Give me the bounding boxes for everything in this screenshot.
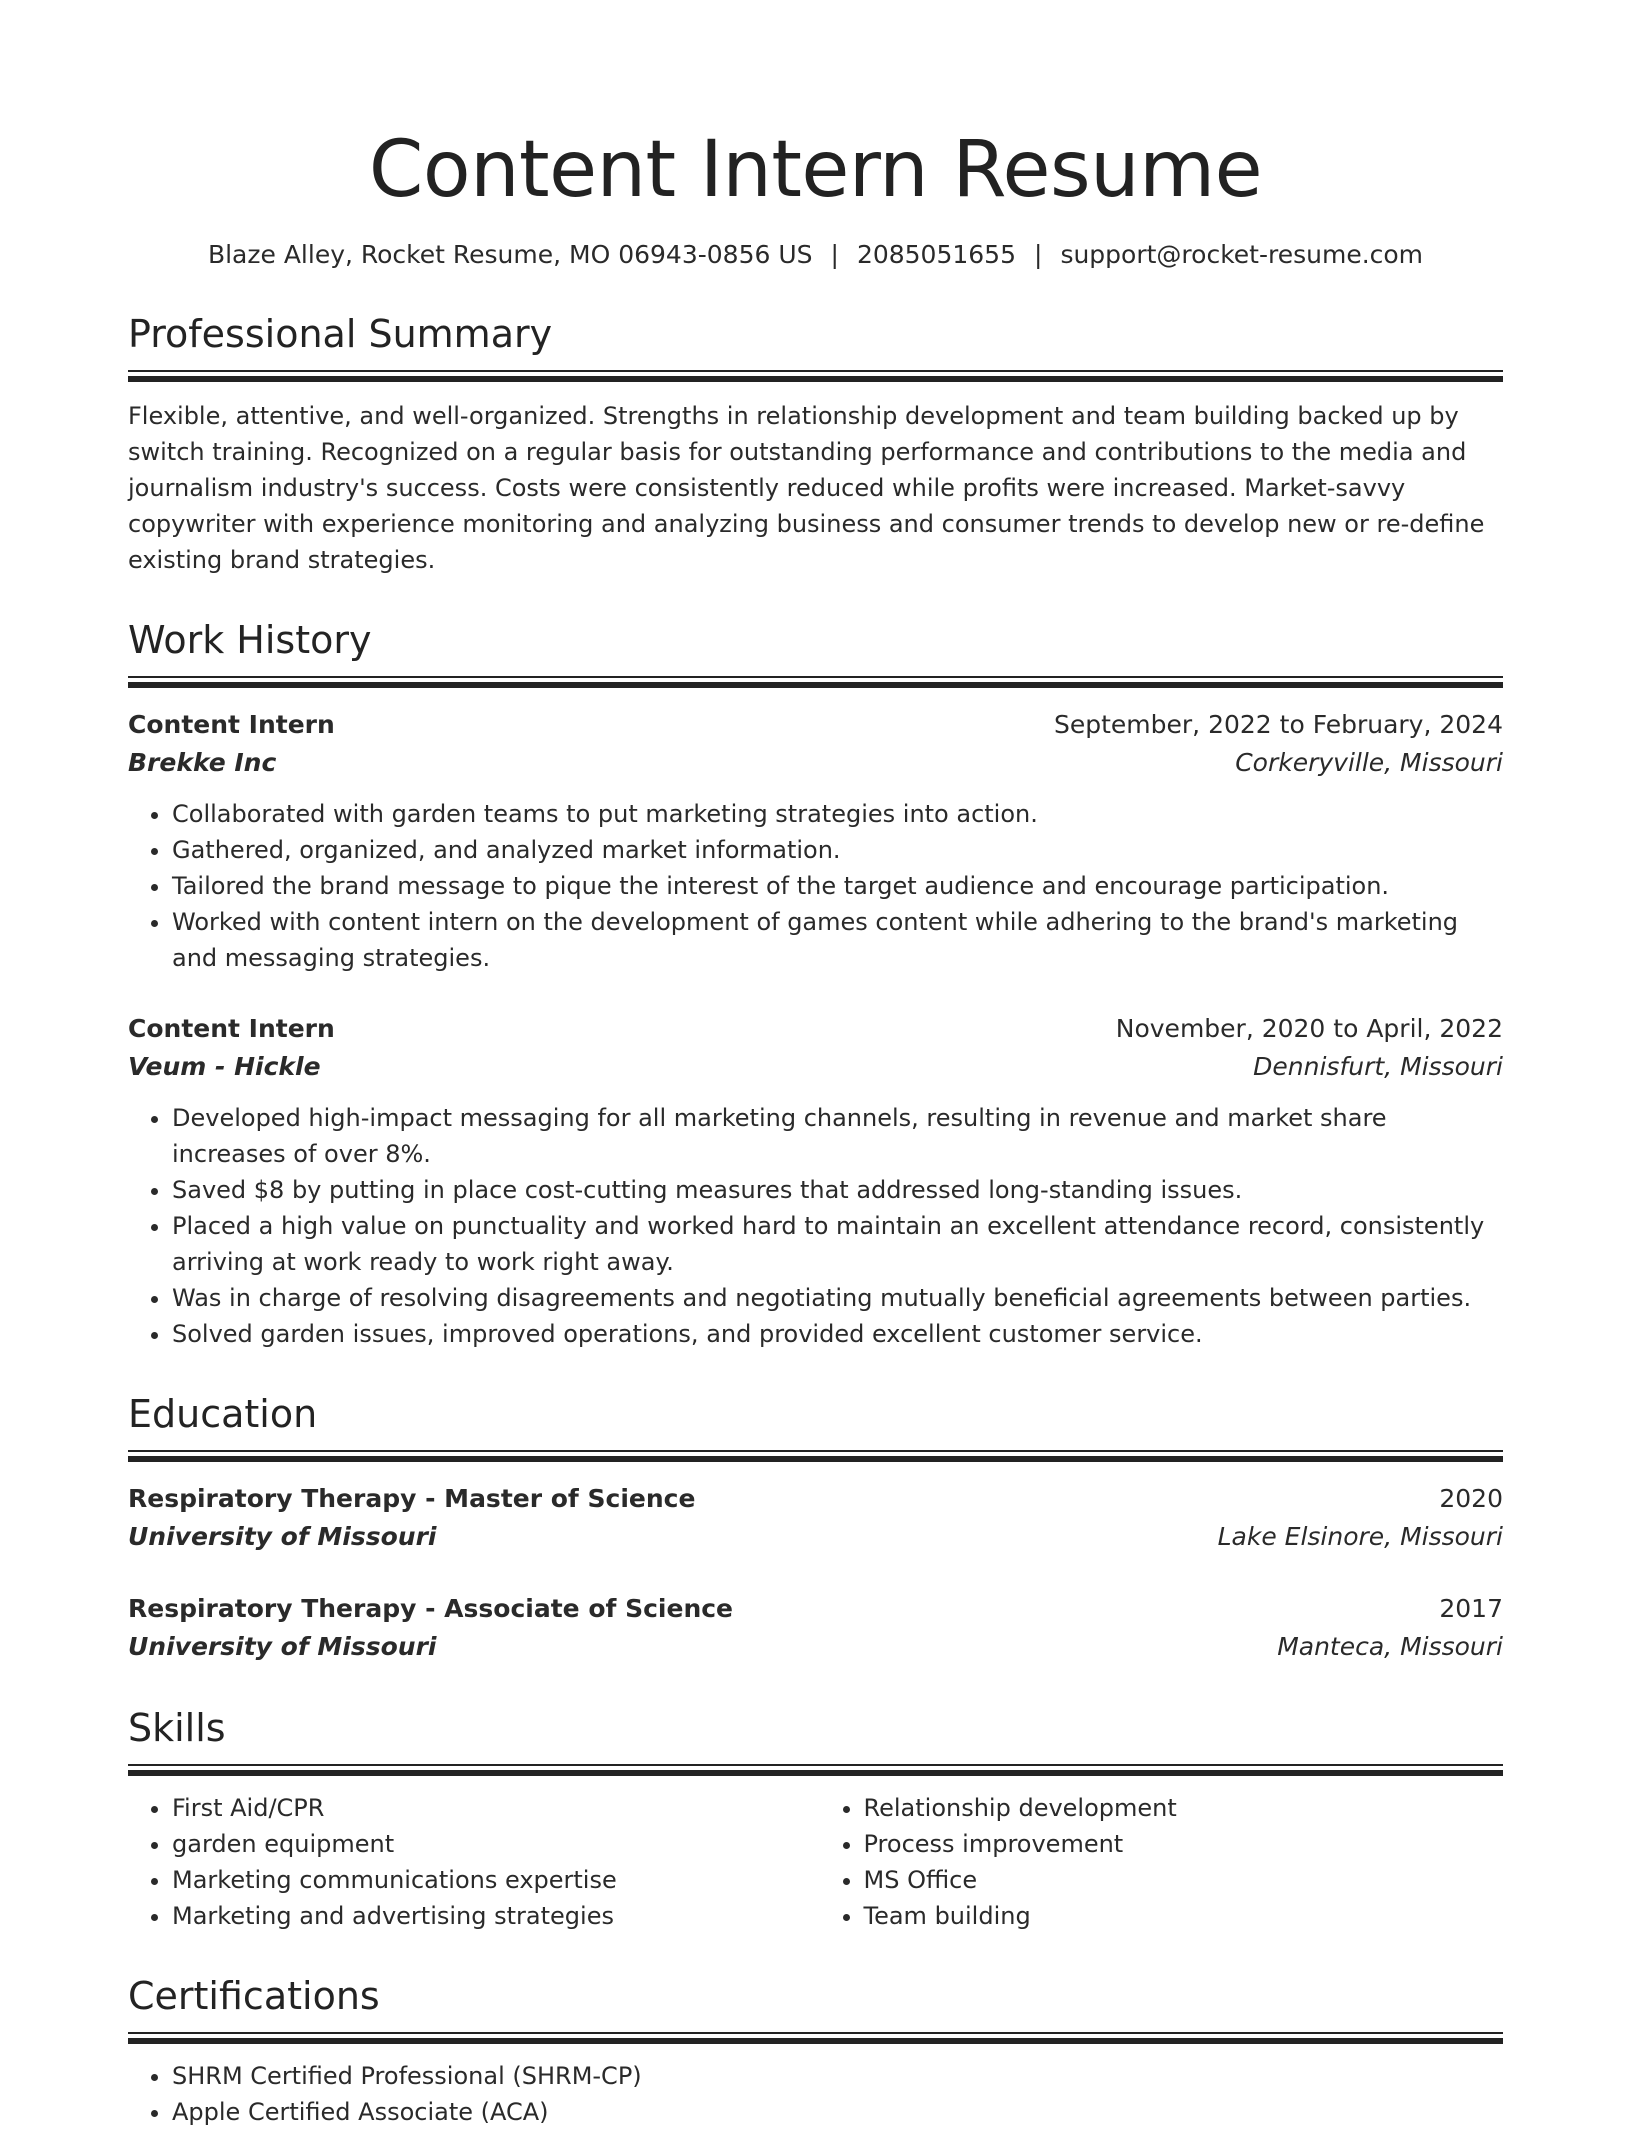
job-bullet: • Tailored the brand message to pique the interest of the target audience and encourage participation.: [172, 868, 1503, 904]
education-entry: [128, 1480, 1503, 1556]
skills-grid: [128, 1790, 1503, 1934]
school-name: University of Missouri: [128, 1522, 437, 1551]
section-heading: Skills: [128, 1706, 226, 1750]
work-history-section: [128, 616, 1503, 1352]
job-dates: November, 2020 to April, 2022: [1115, 1014, 1503, 1043]
skill-item: • Process improvement: [864, 1826, 1504, 1862]
contact-separator: |: [830, 240, 839, 269]
job-entry: [128, 1010, 1503, 1352]
job-bullet: • Placed a high value on punctuality and worked hard to maintain an excellent attendance record, consistently arriving at work ready to work right away.: [172, 1208, 1503, 1280]
graduation-year: 2017: [1439, 1594, 1503, 1623]
skill-item: • garden equipment: [172, 1826, 816, 1862]
job-bullets: [128, 796, 1503, 976]
skills-section: [128, 1704, 1503, 1934]
contact-separator: |: [1034, 240, 1043, 269]
skills-list-right: [816, 1790, 1504, 1934]
education-entry: [128, 1590, 1503, 1666]
contact-line: [128, 238, 1503, 272]
job-bullet: • Saved $8 by putting in place cost-cutting measures that addressed long-standing issues.: [172, 1172, 1503, 1208]
graduation-year: 2020: [1439, 1484, 1503, 1513]
job-entry: [128, 706, 1503, 976]
job-company: Brekke Inc: [128, 748, 277, 777]
contact-address: Blaze Alley, Rocket Resume, MO 06943-0856 US: [207, 240, 813, 269]
section-divider: [128, 370, 1503, 382]
school-name: University of Missouri: [128, 1632, 437, 1661]
job-location: Dennisfurt, Missouri: [1253, 1052, 1503, 1081]
degree: Respiratory Therapy - Master of Science: [128, 1484, 696, 1513]
job-bullet: • Developed high-impact messaging for all marketing channels, resulting in revenue and market share increases of over 8%.: [172, 1100, 1503, 1172]
certification-item: • Apple Certified Associate (ACA): [172, 2094, 1503, 2130]
skill-item: • First Aid/CPR: [172, 1790, 816, 1826]
skills-list-left: [128, 1790, 816, 1934]
job-company: Veum - Hickle: [128, 1052, 321, 1081]
section-heading: Work History: [128, 618, 372, 662]
job-bullet: • Was in charge of resolving disagreements and negotiating mutually beneficial agreements between parties.: [172, 1280, 1503, 1316]
section-divider: [128, 2032, 1503, 2044]
contact-email: support@rocket-resume.com: [1060, 240, 1424, 269]
education-section: [128, 1390, 1503, 1666]
summary-section: [128, 310, 1503, 578]
job-title: Content Intern: [128, 1014, 335, 1043]
job-bullet: • Collaborated with garden teams to put marketing strategies into action.: [172, 796, 1503, 832]
skill-item: • MS Office: [864, 1862, 1504, 1898]
section-divider: [128, 1764, 1503, 1776]
section-heading: Professional Summary: [128, 312, 553, 356]
job-bullets: [128, 1100, 1503, 1352]
job-bullet: • Gathered, organized, and analyzed market information.: [172, 832, 1503, 868]
certification-item: • SHRM Certified Professional (SHRM-CP): [172, 2058, 1503, 2094]
summary-text: Flexible, attentive, and well-organized. Strengths in relationship development and team building backed up by switch training. Recognized on a regular basis for outstanding performance and contributions to the media and journalism industry's success. Costs were consistently reduced while profits were increased. Market-savvy copywriter with experience monitoring and analyzing business and consumer trends to develop new or re-define existing brand strategies.: [128, 402, 1485, 574]
school-location: Lake Elsinore, Missouri: [1217, 1522, 1503, 1551]
contact-phone: 2085051655: [856, 240, 1016, 269]
certifications-list: [128, 2058, 1503, 2130]
section-divider: [128, 1450, 1503, 1462]
section-heading: Certifications: [128, 1974, 380, 2018]
skill-item: • Team building: [864, 1898, 1504, 1934]
skill-item: • Marketing and advertising strategies: [172, 1898, 816, 1934]
job-bullet: • Worked with content intern on the development of games content while adhering to the brand's marketing and messaging strategies.: [172, 904, 1503, 976]
skill-item: • Marketing communications expertise: [172, 1862, 816, 1898]
job-title: Content Intern: [128, 710, 335, 739]
school-location: Manteca, Missouri: [1277, 1632, 1503, 1661]
section-heading: Education: [128, 1392, 318, 1436]
degree: Respiratory Therapy - Associate of Science: [128, 1594, 734, 1623]
job-location: Corkeryville, Missouri: [1235, 748, 1503, 777]
certifications-section: [128, 1972, 1503, 2130]
job-dates: September, 2022 to February, 2024: [1054, 710, 1503, 739]
section-divider: [128, 676, 1503, 688]
job-bullet: • Solved garden issues, improved operations, and provided excellent customer service.: [172, 1316, 1503, 1352]
skill-item: • Relationship development: [864, 1790, 1504, 1826]
page-title: Content Intern Resume: [368, 125, 1263, 215]
